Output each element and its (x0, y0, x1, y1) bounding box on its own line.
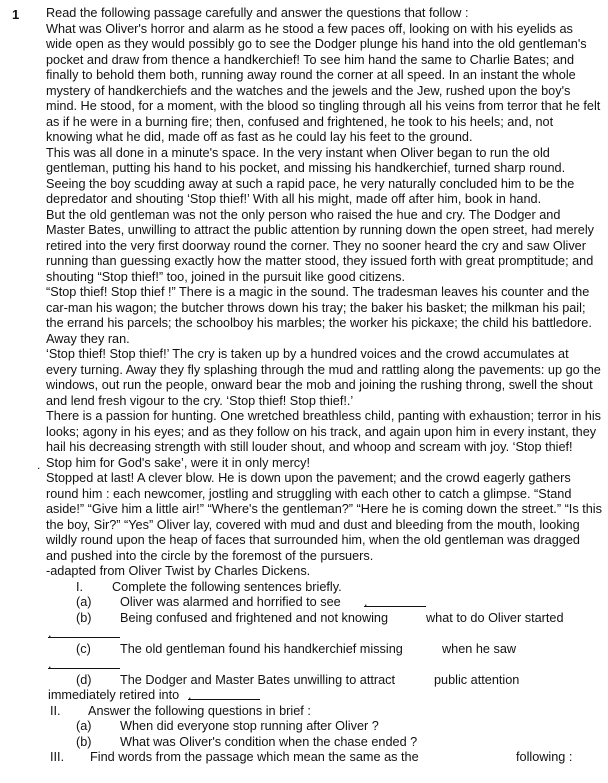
question-1d-line-2 (46, 688, 602, 704)
question-2b (46, 735, 602, 751)
section-3-title: Find words from the passage which mean the same as the (90, 750, 419, 764)
question-1b-blank-line (46, 626, 602, 642)
section-3-title-end: following : (516, 750, 573, 764)
margin-dot: . (37, 458, 41, 472)
question-1d-text: The Dodger and Master Bates unwilling to attract (120, 672, 396, 687)
answer-blank (364, 595, 426, 607)
paragraph-7: Stopped at last! A clever blow. He is down upon the pavement; and the crowd eagerly gathers round him : each newcomer, jostling and struggling with each other to catch a glimpse. “Stand aside!” “Give him a little air!” “Where's the gentleman?” “Here he is coming down the street.” “Is this the boy, Sir?” “Yes” Oliver lay, covered with mud and dust and bleeding from the mouth, looking wildly round upon the heap of faces that surrounded him, when the old gentleman was dragged and pushed into the circle by the foremost of the pursuers. (46, 471, 602, 563)
question-2a-text: When did everyone stop running after Oliver ? (120, 719, 379, 733)
answer-blank (48, 657, 120, 669)
question-1a-end: . (364, 595, 368, 609)
question-1b-label: (b) (76, 610, 92, 625)
question-1b-end: . (48, 626, 52, 640)
section-1-heading (46, 580, 602, 596)
section-3-heading (46, 750, 602, 766)
question-1a (46, 595, 602, 611)
paragraph-1: What was Oliver's horror and alarm as he stood a few paces off, looking on with his eyelids as wide open as they would possibly go to see the Dodger plunge his hand into the old gentleman's pocket and draw from thence a handkerchief! To see him hand the same to Charlie Bates; and finally to behold them both, running away round the corner at all speed. In an instant the whole mystery of handkerchiefs and the watches and the jewels and the Jew, rushed upon the boy's mind. He stood, for a moment, with the blood so tingling through all his veins from terror that he felt as if he were in a burning fire; then, confused and frightened, he took to his heels; and, not knowing what he did, made off as fast as he could lay his feet to the ground. (46, 21, 601, 144)
section-2-title: Answer the following questions in brief : (88, 703, 311, 718)
paragraph-2: This was all done in a minute's space. In the very instant when Oliver began to run the old gentleman, putting his hand to his pocket, and missing his handkerchief, turned sharp round. Seeing the boy scudding away at such a rapid pace, he very naturally concluded him to be the depredator and shouting ‘Stop thief!’ With all his might, made off after him, book in hand. (46, 145, 575, 206)
paragraph-5: ‘Stop thief! Stop thief!’ The cry is taken up by a hundred voices and the crowd accumulates at every turning. Away they fly splashing through the mud and rattling along the pavements: up go the windows, out run the people, onward bear the mob and joining the rushing throng, swell the shout and lend fresh vigour to the cry. ‘Stop thief! Stop thief!.’ (46, 347, 601, 408)
question-2a (46, 719, 602, 735)
section-1-number: I. (76, 579, 84, 594)
question-2b-label: (b) (76, 734, 92, 749)
instruction: Read the following passage carefully and answer the questions that follow : (46, 6, 469, 20)
question-1d-end: . (188, 688, 192, 702)
question-1a-label: (a) (76, 595, 92, 609)
question-2a-label: (a) (76, 719, 92, 733)
question-1a-text: Oliver was alarmed and horrified to see (120, 595, 341, 609)
section-2-heading (46, 704, 602, 720)
question-1c-blank-line (46, 657, 602, 673)
question-1b (46, 611, 602, 627)
question-1d-continuation: public attention (434, 672, 520, 687)
question-1d-line-2-text: immediately retired into (48, 688, 180, 702)
question-1d (46, 673, 602, 689)
passage-page (46, 6, 602, 766)
answer-blank (188, 688, 260, 700)
paragraph-3: But the old gentleman was not the only person who raised the hue and cry. The Dodger and Master Bates, unwilling to attract the public attention by running down the open street, had merely retired into the very first doorway round the corner. They no sooner heard the cry and saw Oliver running than guessing exactly how the matter stood, they issued forth with great promptitude; and shouting “Stop thief!” too, joined in the pursuit like good citizens. (46, 207, 594, 284)
question-1b-continuation: what to do Oliver started (426, 610, 564, 625)
section-1-title: Complete the following sentences briefly. (112, 579, 342, 594)
question-1b-text: Being confused and frightened and not knowing (120, 610, 389, 625)
question-number: 1 (12, 7, 20, 22)
answer-blank (48, 626, 120, 638)
question-1c-continuation: when he saw (442, 641, 517, 656)
question-1c (46, 642, 602, 658)
source-line: -adapted from Oliver Twist by Charles Dickens. (46, 564, 311, 578)
question-1c-text: The old gentleman found his handkerchief missing (120, 641, 403, 656)
question-2b-text: What was Oliver's condition when the chase ended ? (120, 734, 418, 749)
paragraph-4: “Stop thief! Stop thief !” There is a magic in the sound. The tradesman leaves his counter and the car-man his wagon; the butcher throws down his tray; the baker his basket; the milkman his pail; the errand his parcels; the schoolboy his marbles; the worker his pickaxe; the child his battledore. Away they ran. (46, 285, 592, 346)
question-1c-label: (c) (76, 641, 91, 656)
paragraph-6: There is a passion for hunting. One wretched breathless child, panting with exhaustion; terror in his looks; agony in his eyes; and as they follow on his track, and again upon him in every instant, they hail his decreasing strength with still louder shout, and whoop and scream with joy. ‘Stop thief! Stop him for God's sake’, were it in only mercy! (46, 409, 602, 470)
question-1d-label: (d) (76, 672, 92, 687)
question-1c-end: . (48, 657, 52, 671)
section-3-number: III. (50, 750, 65, 764)
section-2-number: II. (50, 703, 61, 718)
